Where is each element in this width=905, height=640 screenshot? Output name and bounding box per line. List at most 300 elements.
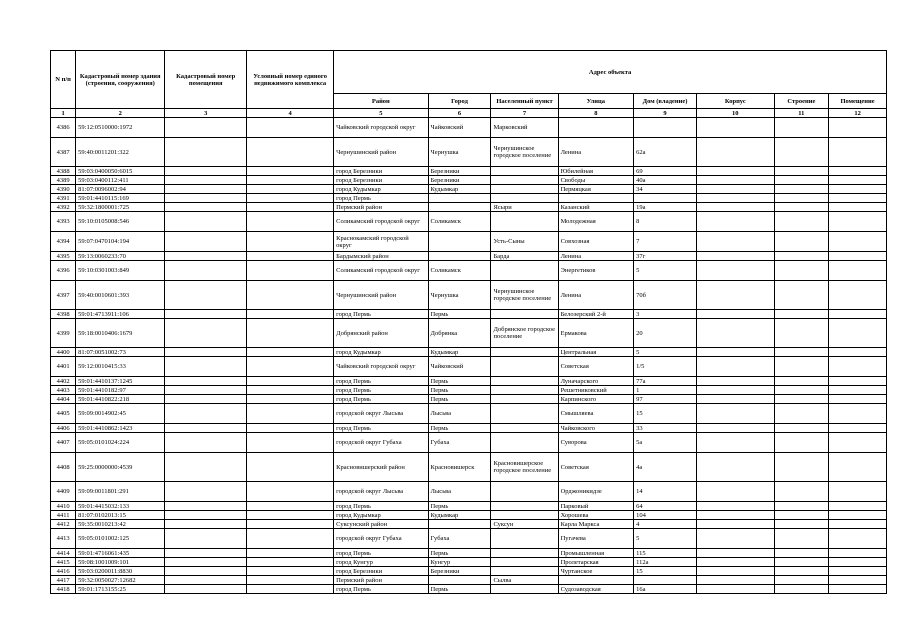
house-cell: 5: [634, 529, 697, 549]
registry-table: [50, 50, 887, 594]
city-cell: Красновишерск: [428, 453, 491, 482]
table-row: [51, 502, 887, 511]
conditional-number-cell: [247, 281, 334, 310]
room-number-cell: [165, 386, 247, 395]
locality-cell: [491, 357, 558, 377]
conditional-number-cell: [247, 203, 334, 212]
cadastral-number-cell: 59:09:0014902:45: [76, 404, 165, 424]
header-street: Улица: [558, 94, 634, 109]
house-cell: 1/5: [634, 357, 697, 377]
city-cell: Чернушка: [428, 281, 491, 310]
locality-cell: [491, 348, 558, 357]
city-cell: Пермь: [428, 502, 491, 511]
row-number-cell: 4399: [51, 319, 76, 348]
pomeshenie-cell: [829, 576, 887, 585]
pomeshenie-cell: [829, 558, 887, 567]
locality-cell: [491, 395, 558, 404]
table-row: [51, 386, 887, 395]
row-number-cell: 4402: [51, 377, 76, 386]
room-number-cell: [165, 138, 247, 167]
district-cell: Краснокамский городской округ: [334, 232, 428, 252]
korpus-cell: [696, 549, 774, 558]
street-cell: [558, 576, 634, 585]
pomeshenie-cell: [829, 585, 887, 594]
row-number-cell: 4418: [51, 585, 76, 594]
house-cell: 64: [634, 502, 697, 511]
row-number-cell: 4411: [51, 511, 76, 520]
locality-cell: [491, 482, 558, 502]
header-pomeshenie: Помещение: [829, 94, 887, 109]
cadastral-number-cell: 59:01:4415032:133: [76, 502, 165, 511]
locality-cell: [491, 502, 558, 511]
city-cell: [428, 203, 491, 212]
korpus-cell: [696, 167, 774, 176]
cadastral-number-cell: 81:07:0051002:73: [76, 348, 165, 357]
cadastral-number-cell: 59:05:0101002:125: [76, 529, 165, 549]
stroenie-cell: [774, 424, 829, 433]
room-number-cell: [165, 520, 247, 529]
header-address: Адрес объекта: [334, 51, 887, 94]
city-cell: Губаха: [428, 433, 491, 453]
locality-cell: Барда: [491, 252, 558, 261]
stroenie-cell: [774, 281, 829, 310]
header-cond-num: Условный номер единого недвижимого комплекса: [247, 51, 334, 109]
street-cell: Карла Маркса: [558, 520, 634, 529]
conditional-number-cell: [247, 138, 334, 167]
korpus-cell: [696, 176, 774, 185]
row-number-cell: 4387: [51, 138, 76, 167]
street-cell: Чуртанское: [558, 567, 634, 576]
row-number-cell: 4404: [51, 395, 76, 404]
column-number: 11: [774, 109, 829, 118]
house-cell: 62а: [634, 138, 697, 167]
row-number-cell: 4393: [51, 212, 76, 232]
city-cell: [428, 232, 491, 252]
header-korpus: Корпус: [696, 94, 774, 109]
locality-cell: [491, 558, 558, 567]
conditional-number-cell: [247, 567, 334, 576]
conditional-number-cell: [247, 424, 334, 433]
table-row: [51, 585, 887, 594]
korpus-cell: [696, 203, 774, 212]
locality-cell: Чернушинское городское поселение: [491, 138, 558, 167]
locality-cell: [491, 386, 558, 395]
table-row: [51, 118, 887, 138]
street-cell: Ленина: [558, 281, 634, 310]
column-number: 3: [165, 109, 247, 118]
pomeshenie-cell: [829, 511, 887, 520]
pomeshenie-cell: [829, 194, 887, 203]
pomeshenie-cell: [829, 348, 887, 357]
column-number: 9: [634, 109, 697, 118]
column-number: 7: [491, 109, 558, 118]
row-number-cell: 4392: [51, 203, 76, 212]
room-number-cell: [165, 185, 247, 194]
street-cell: Смышляева: [558, 404, 634, 424]
stroenie-cell: [774, 138, 829, 167]
row-number-cell: 4410: [51, 502, 76, 511]
header-cad-building: Кадастровый номер здания (строения, сооружения): [76, 51, 165, 109]
cadastral-number-cell: 59:35:0010213:42: [76, 520, 165, 529]
korpus-cell: [696, 529, 774, 549]
korpus-cell: [696, 377, 774, 386]
cadastral-number-cell: 59:32:1800001:725: [76, 203, 165, 212]
street-cell: Белозерский 2-й: [558, 310, 634, 319]
table-row: [51, 194, 887, 203]
stroenie-cell: [774, 529, 829, 549]
table-row: [51, 310, 887, 319]
street-cell: Хорошева: [558, 511, 634, 520]
cadastral-number-cell: 59:03:0400112:411: [76, 176, 165, 185]
row-number-cell: 4407: [51, 433, 76, 453]
district-cell: город Пермь: [334, 424, 428, 433]
house-cell: 16а: [634, 585, 697, 594]
district-cell: город Пермь: [334, 395, 428, 404]
korpus-cell: [696, 252, 774, 261]
cadastral-number-cell: 59:01:4410182:97: [76, 386, 165, 395]
conditional-number-cell: [247, 529, 334, 549]
header-district: Район: [334, 94, 428, 109]
conditional-number-cell: [247, 549, 334, 558]
city-cell: Пермь: [428, 386, 491, 395]
cadastral-number-cell: 59:25:0000000:4539: [76, 453, 165, 482]
row-number-cell: 4397: [51, 281, 76, 310]
district-cell: город Березники: [334, 176, 428, 185]
street-cell: Свободы: [558, 176, 634, 185]
pomeshenie-cell: [829, 185, 887, 194]
city-cell: Соликамск: [428, 261, 491, 281]
stroenie-cell: [774, 502, 829, 511]
district-cell: город Кунгур: [334, 558, 428, 567]
conditional-number-cell: [247, 520, 334, 529]
room-number-cell: [165, 118, 247, 138]
district-cell: Соликамский городской округ: [334, 212, 428, 232]
city-cell: Березники: [428, 167, 491, 176]
row-number-cell: 4389: [51, 176, 76, 185]
korpus-cell: [696, 502, 774, 511]
row-number-cell: 4416: [51, 567, 76, 576]
korpus-cell: [696, 194, 774, 203]
row-number-cell: 4390: [51, 185, 76, 194]
stroenie-cell: [774, 185, 829, 194]
stroenie-cell: [774, 453, 829, 482]
row-number-cell: 4414: [51, 549, 76, 558]
pomeshenie-cell: [829, 203, 887, 212]
korpus-cell: [696, 281, 774, 310]
room-number-cell: [165, 232, 247, 252]
stroenie-cell: [774, 203, 829, 212]
column-number: 6: [428, 109, 491, 118]
locality-cell: [491, 433, 558, 453]
district-cell: городской округ Лысьва: [334, 482, 428, 502]
conditional-number-cell: [247, 502, 334, 511]
city-cell: Добрянка: [428, 319, 491, 348]
pomeshenie-cell: [829, 167, 887, 176]
cadastral-number-cell: 59:32:0050027:12682: [76, 576, 165, 585]
city-cell: Лысьва: [428, 404, 491, 424]
stroenie-cell: [774, 357, 829, 377]
street-cell: Ленина: [558, 138, 634, 167]
street-cell: [558, 194, 634, 203]
locality-cell: [491, 585, 558, 594]
korpus-cell: [696, 404, 774, 424]
locality-cell: [491, 176, 558, 185]
street-cell: Судозаводская: [558, 585, 634, 594]
korpus-cell: [696, 348, 774, 357]
korpus-cell: [696, 138, 774, 167]
korpus-cell: [696, 585, 774, 594]
house-cell: [634, 576, 697, 585]
cadastral-number-cell: 59:03:0400050:6015: [76, 167, 165, 176]
locality-cell: [491, 567, 558, 576]
korpus-cell: [696, 567, 774, 576]
city-cell: Кудымкар: [428, 511, 491, 520]
house-cell: [634, 118, 697, 138]
room-number-cell: [165, 576, 247, 585]
house-cell: 112а: [634, 558, 697, 567]
pomeshenie-cell: [829, 395, 887, 404]
room-number-cell: [165, 424, 247, 433]
column-number: 8: [558, 109, 634, 118]
district-cell: Красновишерский район: [334, 453, 428, 482]
street-cell: [558, 118, 634, 138]
cadastral-number-cell: 59:01:4713911:106: [76, 310, 165, 319]
street-cell: Пролетарская: [558, 558, 634, 567]
house-cell: 14: [634, 482, 697, 502]
conditional-number-cell: [247, 404, 334, 424]
street-cell: Юбилейная: [558, 167, 634, 176]
pomeshenie-cell: [829, 502, 887, 511]
table-row: [51, 576, 887, 585]
district-cell: город Пермь: [334, 310, 428, 319]
header-city: Город: [428, 94, 491, 109]
korpus-cell: [696, 424, 774, 433]
house-cell: 40а: [634, 176, 697, 185]
conditional-number-cell: [247, 558, 334, 567]
city-cell: Чайковский: [428, 118, 491, 138]
stroenie-cell: [774, 377, 829, 386]
locality-cell: Добрянское городское поселение: [491, 319, 558, 348]
district-cell: город Березники: [334, 567, 428, 576]
table-row: [51, 453, 887, 482]
street-cell: Решетниковский: [558, 386, 634, 395]
room-number-cell: [165, 502, 247, 511]
row-number-cell: 4415: [51, 558, 76, 567]
conditional-number-cell: [247, 185, 334, 194]
locality-cell: [491, 529, 558, 549]
room-number-cell: [165, 585, 247, 594]
conditional-number-cell: [247, 433, 334, 453]
city-cell: [428, 194, 491, 203]
city-cell: [428, 520, 491, 529]
room-number-cell: [165, 395, 247, 404]
row-number-cell: 4413: [51, 529, 76, 549]
house-cell: 104: [634, 511, 697, 520]
conditional-number-cell: [247, 319, 334, 348]
pomeshenie-cell: [829, 433, 887, 453]
korpus-cell: [696, 558, 774, 567]
street-cell: Ленина: [558, 252, 634, 261]
locality-cell: [491, 404, 558, 424]
table-body: [51, 118, 887, 594]
stroenie-cell: [774, 232, 829, 252]
table-row: [51, 176, 887, 185]
cadastral-number-cell: 59:10:0105008:546: [76, 212, 165, 232]
table-row: [51, 185, 887, 194]
table-row: [51, 232, 887, 252]
stroenie-cell: [774, 310, 829, 319]
street-cell: Луначарского: [558, 377, 634, 386]
table-row: [51, 529, 887, 549]
house-cell: 37г: [634, 252, 697, 261]
locality-cell: [491, 185, 558, 194]
district-cell: Добрянский район: [334, 319, 428, 348]
stroenie-cell: [774, 585, 829, 594]
row-number-cell: 4409: [51, 482, 76, 502]
room-number-cell: [165, 212, 247, 232]
house-cell: 4: [634, 520, 697, 529]
cadastral-number-cell: 59:01:1713155:25: [76, 585, 165, 594]
row-number-cell: 4403: [51, 386, 76, 395]
table-row: [51, 404, 887, 424]
table-row: [51, 395, 887, 404]
locality-cell: Чернушинское городское поселение: [491, 281, 558, 310]
column-number: 10: [696, 109, 774, 118]
room-number-cell: [165, 319, 247, 348]
korpus-cell: [696, 357, 774, 377]
conditional-number-cell: [247, 118, 334, 138]
table-row: [51, 377, 887, 386]
stroenie-cell: [774, 167, 829, 176]
row-number-cell: 4395: [51, 252, 76, 261]
pomeshenie-cell: [829, 520, 887, 529]
pomeshenie-cell: [829, 118, 887, 138]
conditional-number-cell: [247, 212, 334, 232]
city-cell: Пермь: [428, 549, 491, 558]
cadastral-number-cell: 59:09:0011801:291: [76, 482, 165, 502]
district-cell: город Кудымкар: [334, 348, 428, 357]
district-cell: город Кудымкар: [334, 511, 428, 520]
row-number-cell: 4386: [51, 118, 76, 138]
city-cell: Пермь: [428, 424, 491, 433]
row-number-cell: 4401: [51, 357, 76, 377]
korpus-cell: [696, 453, 774, 482]
locality-cell: Ясыри: [491, 203, 558, 212]
city-cell: [428, 252, 491, 261]
cadastral-number-cell: 59:03:0200011:8830: [76, 567, 165, 576]
korpus-cell: [696, 319, 774, 348]
city-cell: Березники: [428, 567, 491, 576]
cadastral-number-cell: 59:07:0470104:194: [76, 232, 165, 252]
room-number-cell: [165, 558, 247, 567]
city-cell: Кудымкар: [428, 348, 491, 357]
city-cell: Пермь: [428, 395, 491, 404]
cadastral-number-cell: 59:01:4716061:435: [76, 549, 165, 558]
conditional-number-cell: [247, 310, 334, 319]
stroenie-cell: [774, 118, 829, 138]
locality-cell: Суксун: [491, 520, 558, 529]
table-row: [51, 520, 887, 529]
table-row: [51, 319, 887, 348]
header-stroenie: Строение: [774, 94, 829, 109]
room-number-cell: [165, 348, 247, 357]
street-cell: Ермакова: [558, 319, 634, 348]
cadastral-number-cell: 59:01:4410137:1245: [76, 377, 165, 386]
conditional-number-cell: [247, 585, 334, 594]
district-cell: Соликамский городской округ: [334, 261, 428, 281]
stroenie-cell: [774, 386, 829, 395]
korpus-cell: [696, 576, 774, 585]
korpus-cell: [696, 433, 774, 453]
pomeshenie-cell: [829, 377, 887, 386]
locality-cell: Марковский: [491, 118, 558, 138]
conditional-number-cell: [247, 377, 334, 386]
cadastral-number-cell: 59:10:0301003:849: [76, 261, 165, 281]
cadastral-number-cell: 59:18:0010406:1679: [76, 319, 165, 348]
table-row: [51, 167, 887, 176]
korpus-cell: [696, 212, 774, 232]
cadastral-number-cell: 59:08:1001009:101: [76, 558, 165, 567]
locality-cell: Усть-Сыны: [491, 232, 558, 252]
district-cell: город Пермь: [334, 386, 428, 395]
room-number-cell: [165, 176, 247, 185]
korpus-cell: [696, 395, 774, 404]
conditional-number-cell: [247, 395, 334, 404]
street-cell: Суворова: [558, 433, 634, 453]
conditional-number-cell: [247, 348, 334, 357]
conditional-number-cell: [247, 453, 334, 482]
locality-cell: [491, 549, 558, 558]
row-number-cell: 4405: [51, 404, 76, 424]
room-number-cell: [165, 567, 247, 576]
pomeshenie-cell: [829, 357, 887, 377]
table-row: [51, 424, 887, 433]
table-row: [51, 567, 887, 576]
district-cell: Чайковский городской округ: [334, 357, 428, 377]
pomeshenie-cell: [829, 319, 887, 348]
stroenie-cell: [774, 511, 829, 520]
korpus-cell: [696, 386, 774, 395]
house-cell: 77а: [634, 377, 697, 386]
stroenie-cell: [774, 567, 829, 576]
row-number-cell: 4406: [51, 424, 76, 433]
house-cell: 19а: [634, 203, 697, 212]
row-number-cell: 4391: [51, 194, 76, 203]
room-number-cell: [165, 261, 247, 281]
cadastral-number-cell: 59:40:0010601:393: [76, 281, 165, 310]
house-cell: 8: [634, 212, 697, 232]
cadastral-number-cell: 81:07:0096002:94: [76, 185, 165, 194]
korpus-cell: [696, 118, 774, 138]
locality-cell: [491, 424, 558, 433]
pomeshenie-cell: [829, 529, 887, 549]
stroenie-cell: [774, 252, 829, 261]
row-number-cell: 4388: [51, 167, 76, 176]
city-cell: Соликамск: [428, 212, 491, 232]
room-number-cell: [165, 203, 247, 212]
room-number-cell: [165, 433, 247, 453]
header-cad-room: Кадастровый номер помещения: [165, 51, 247, 109]
district-cell: Чернушинский район: [334, 138, 428, 167]
table-row: [51, 212, 887, 232]
district-cell: город Кудымкар: [334, 185, 428, 194]
room-number-cell: [165, 453, 247, 482]
room-number-cell: [165, 357, 247, 377]
street-cell: Казанский: [558, 203, 634, 212]
table-row: [51, 203, 887, 212]
cadastral-number-cell: 59:12:0010415:33: [76, 357, 165, 377]
stroenie-cell: [774, 319, 829, 348]
